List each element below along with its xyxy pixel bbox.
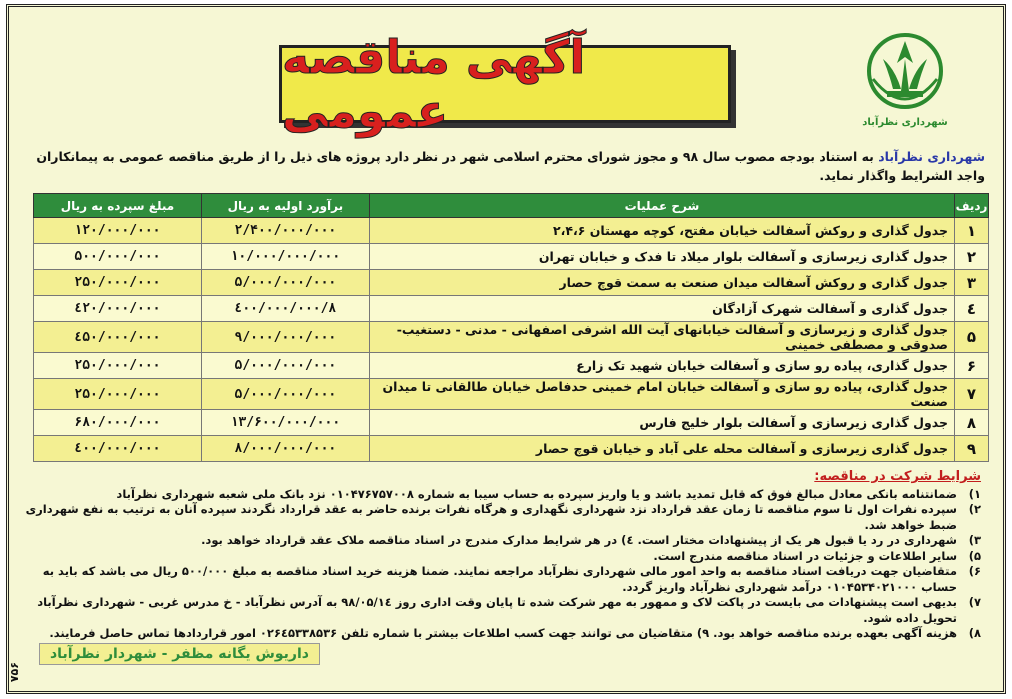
condition-text: ضمانتنامه بانکی معادل مبالغ فوق که قابل تمدید باشد و یا واریز سپرده به حساب سیبا به شماره ۰۱۰۴۷۶۷۵۷۰۰۸ نزد بانک ملی شعبه شهرداری نظرآباد (116, 486, 957, 501)
condition-text: بدیهی است پیشنهادات می بایست در پاکت لاک و ممهور به مهر شرکت شده تا پایان وقت اداری روز ۹۸/۰۵/۱٤ به آدرس نظرآباد - خ مدرس غربی - شهرداری نظرآباد تحویل داده شود. (37, 595, 957, 625)
intro-paragraph (25, 147, 985, 185)
table-row (34, 436, 989, 462)
row-description: جدول گذاری، پیاده رو سازی و آسفالت خیابان شهید تک زارع (369, 353, 954, 379)
municipality-logo-icon (865, 29, 945, 115)
condition-text: متقاضیان جهت دریافت اسناد مناقصه به واحد امور مالی شهرداری نظرآباد مراجعه نمایند. ضمنا هزینه خرید اسناد مناقصه به مبلغ ۵۰۰/۰۰۰ ریال می باشد که باید به حساب ۰۱۰۴۵۳۴۰۲۱۰۰۰ درآمد شهرداری نظرآباد واریز گردد. (42, 564, 957, 594)
list-item (21, 595, 981, 626)
condition-number: ۵) (968, 548, 981, 563)
table-row (34, 353, 989, 379)
row-estimate: ۹/۰۰۰/۰۰۰/۰۰۰ (201, 322, 369, 353)
intro-municipality: شهرداری نظرآباد (878, 149, 985, 164)
condition-number: ۲) (968, 502, 981, 516)
row-estimate: ۱۳/۶۰۰/۰۰۰/۰۰۰ (201, 410, 369, 436)
row-description: جدول گذاری، پیاده رو سازی و آسفالت خیابان امام خمینی حدفاصل خیابان طالقانی تا میدان صنعت (369, 379, 954, 410)
list-item (21, 549, 981, 565)
table-row (34, 218, 989, 244)
list-item (21, 533, 981, 549)
row-deposit: ۲۵۰/۰۰۰/۰۰۰ (34, 270, 202, 296)
condition-number: ۸) (968, 626, 981, 640)
table-row (34, 296, 989, 322)
row-deposit: ۱۲۰/۰۰۰/۰۰۰ (34, 218, 202, 244)
row-description: جدول گذاری و زیرسازی و آسفالت خیابانهای آیت الله اشرفی اصفهانی - مدنی - دستغیب- صدوقی و مصطفی خمینی (369, 322, 954, 353)
condition-number: ۱) (968, 486, 981, 501)
projects-table (33, 193, 989, 462)
condition-text: سپرده نفرات اول تا سوم مناقصه تا زمان عقد قرارداد نزد شهرداری نگهداری و هرگاه نفرات برنده حاضر به عقد قرارداد نگردند سپرده آنان به ترتیب به نفع شهرداری ضبط خواهد شد. (25, 502, 957, 532)
row-index: ۸ (955, 410, 989, 436)
row-deposit: ۲۵۰/۰۰۰/۰۰۰ (34, 379, 202, 410)
row-estimate: ۵/۰۰۰/۰۰۰/۰۰۰ (201, 353, 369, 379)
row-index: ۵ (955, 322, 989, 353)
municipality-logo (855, 29, 955, 137)
condition-number: ۳) (968, 533, 981, 547)
row-index: ۷ (955, 379, 989, 410)
conditions-title: شرایط شرکت در مناقصه: (814, 469, 981, 484)
title-banner (279, 30, 731, 138)
header-description: شرح عملیات (369, 194, 954, 218)
row-description: جدول گذاری زیرسازی و آسفالت بلوار خلیج فارس (369, 410, 954, 436)
table-row (34, 244, 989, 270)
condition-text: سایر اطلاعات و جزئیات در اسناد مناقصه مندرج است. (653, 548, 957, 563)
mayor-signature: داریوش یگانه مظفر - شهردار نظرآباد (39, 643, 320, 665)
row-index: ۹ (955, 436, 989, 462)
conditions-section (21, 469, 981, 642)
row-description: جدول گذاری زیرسازی و آسفالت محله علی آباد و خیابان قوچ حصار (369, 436, 954, 462)
row-index: ۶ (955, 353, 989, 379)
row-deposit: ۵۰۰/۰۰۰/۰۰۰ (34, 244, 202, 270)
row-description: جدول گذاری و روکش آسفالت خیابان مفتح، کوچه مهستان ۲،۴،۶ (369, 218, 954, 244)
header-index: ردیف (955, 194, 989, 218)
row-index: ۳ (955, 270, 989, 296)
table-header-row (34, 194, 989, 218)
list-item (21, 487, 981, 503)
intro-text: به استناد بودجه مصوب سال ۹۸ و مجوز شورای محترم اسلامی شهر در نظر دارد پروژه های ذیل را از طریق مناقصه عمومی به پیمانکاران واجد الشرایط واگذار نماید. (36, 149, 985, 183)
row-index: ٤ (955, 296, 989, 322)
condition-number: ۷) (968, 595, 981, 609)
row-deposit: ٤۵۰/۰۰۰/۰۰۰ (34, 322, 202, 353)
notice-header (9, 7, 1003, 147)
row-estimate: ۸/٤۰۰/۰۰۰/۰۰۰ (201, 296, 369, 322)
row-deposit: ٤۲۰/۰۰۰/۰۰۰ (34, 296, 202, 322)
row-estimate: ۱۰/۰۰۰/۰۰۰/۰۰۰ (201, 244, 369, 270)
condition-number: ۶) (968, 564, 981, 578)
row-deposit: ۲۵۰/۰۰۰/۰۰۰ (34, 353, 202, 379)
row-estimate: ۲/۴۰۰/۰۰۰/۰۰۰ (201, 218, 369, 244)
row-estimate: ۸/۰۰۰/۰۰۰/۰۰۰ (201, 436, 369, 462)
table-row (34, 379, 989, 410)
list-item (21, 502, 981, 533)
row-description: جدول گذاری زیرسازی و آسفالت بلوار میلاد تا فدک و خیابان تهران (369, 244, 954, 270)
row-index: ۲ (955, 244, 989, 270)
row-estimate: ۵/۰۰۰/۰۰۰/۰۰۰ (201, 270, 369, 296)
list-item (21, 626, 981, 642)
ad-code: ۷۵۶ (8, 662, 21, 683)
table-row (34, 410, 989, 436)
logo-caption: شهرداری نظرآباد (862, 117, 948, 128)
table-row (34, 270, 989, 296)
row-description: جدول گذاری و آسفالت شهرک آزادگان (369, 296, 954, 322)
row-deposit: ٤۰۰/۰۰۰/۰۰۰ (34, 436, 202, 462)
row-description: جدول گذاری و روکش آسفالت میدان صنعت به سمت قوچ حصار (369, 270, 954, 296)
header-estimate: برآورد اولیه به ریال (201, 194, 369, 218)
condition-text: شهرداری در رد یا قبول هر یک از پیشنهادات مختار است. ٤) در هر شرایط مدارک مندرج در اسناد مناقصه ملاک عقد قرارداد خواهد بود. (201, 533, 957, 547)
notice-frame (6, 4, 1006, 694)
list-item (21, 564, 981, 595)
row-deposit: ۶۸۰/۰۰۰/۰۰۰ (34, 410, 202, 436)
condition-text: هزینه آگهی بعهده برنده مناقصه خواهد بود. ۹) متقاضیان می توانند جهت کسب اطلاعات بیشتر با شماره تلفن ۰۲۶٤۵۳۳۸۵۳۶ امور قراردادها تماس حاصل فرمایند. (49, 626, 957, 640)
row-index: ۱ (955, 218, 989, 244)
table-row (34, 322, 989, 353)
notice-title: آگهی مناقصه عمومی (282, 30, 586, 138)
header-deposit: مبلغ سپرده به ریال (34, 194, 202, 218)
row-estimate: ۵/۰۰۰/۰۰۰/۰۰۰ (201, 379, 369, 410)
